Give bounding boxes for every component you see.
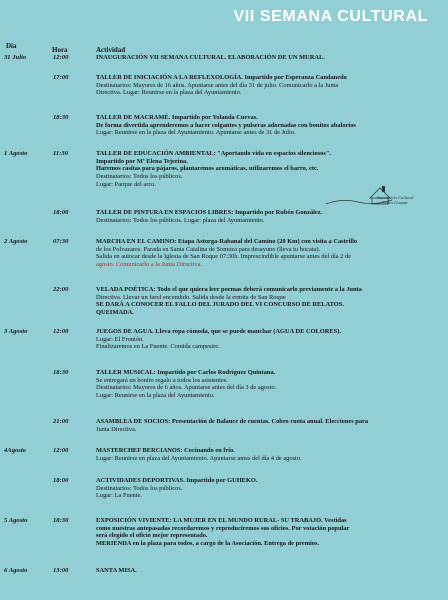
header-day: Día (6, 42, 17, 50)
activity-line: Lugar: Parque del arco. (96, 180, 156, 188)
activity-line: Destinatarios: Todos los públicos. (96, 173, 183, 181)
row-activity (96, 418, 440, 433)
row-hour: 18:00 (53, 477, 69, 484)
row-activity (96, 369, 440, 400)
activity-line: Junta Directiva. (96, 425, 137, 433)
activity-line: MERIENDA en la plaza para todos, a cargo de la Asociación. Entrega de premios. (96, 540, 320, 548)
activity-line: QUEIMADA. (96, 309, 134, 317)
row-hour: 22:00 (53, 286, 69, 293)
row-day: 3 Agosto (4, 328, 28, 335)
header-hour: Hora (52, 46, 68, 54)
row-day: 4Agosto (4, 447, 26, 454)
row-activity (96, 238, 440, 269)
row-hour: 12:00 (53, 447, 69, 454)
activity-line: Lugar: Reunirse en plaza del Ayuntamiento. Apuntarse antes del día 4 de agosto. (96, 454, 302, 462)
row-activity (96, 114, 440, 137)
activity-line: ACTIVIDADES DEPORTIVAS. Impartido por GUHEKO. (96, 477, 258, 484)
activity-line: JUEGOS DE AGUA. Lleva ropa cómoda, que se puede manchar (AGUA DE COLORES). (96, 328, 341, 335)
row-activity (96, 209, 440, 224)
activity-line: TALLER DE INICIACIÓN A LA REFLEXOLOGÍA. Impartido por Esperanza Candanedo (96, 74, 347, 81)
activity-line: VELADA POÉTICA: Todo el que quiera leer poemas deberá comunicarlo previamente a la Junta (96, 286, 362, 293)
activity-line: TALLER MUSICAL: Impartido por Carlos Rodríguez Quintana. (96, 369, 276, 376)
activity-line: EXPOSICIÓN VIVIENTE: LA MUJER EN EL MUNDO RURAL- SU TRABAJO. Vestidas (96, 517, 347, 524)
activity-line: Haremos casitas para pájaros, plantaremos aromáticas, utilizaremos el barro, etc. (96, 165, 319, 173)
logo-caption: Asociación Cultural Pedro Gaspar (376, 195, 414, 206)
row-hour: 18:30 (53, 369, 69, 376)
row-day: 1 Agosto (4, 150, 28, 157)
activity-line: Directiva. Llevar un farol encendido. Salida desde la ermita de San Roque (96, 293, 286, 301)
row-hour: 12:00 (53, 328, 69, 335)
activity-line: INAUGURACIÓN VII SEMANA CULTURAL. ELABORACIÓN DE UN MURAL. (96, 54, 325, 61)
row-activity (96, 567, 440, 575)
row-hour: 21:00 (53, 418, 69, 425)
row-activity (96, 74, 440, 97)
activity-line: Finalizaremos en La Fuente. Comida campestre. (96, 343, 220, 351)
row-activity (96, 447, 440, 462)
activity-line: Destinatarios: Todos los públicos. (96, 484, 183, 492)
activity-line: SANTA MISA. (96, 567, 137, 574)
activity-line: TALLER DE EDUCACIÓN AMBIENTAL: "Aportando vida en espacios silenciosos". (96, 150, 331, 157)
row-hour: 18:00 (53, 209, 69, 216)
activity-line: MASTERCHEF BERCIANOS: Cocinando en frío. (96, 447, 235, 454)
row-hour: 18:30 (53, 114, 69, 121)
row-activity (96, 517, 440, 548)
activity-line: Lugar: El Frontón. (96, 335, 144, 343)
row-activity (96, 328, 440, 351)
activity-line: será elegido el oficio mejor representado. (96, 532, 208, 540)
row-activity (96, 54, 440, 62)
row-activity (96, 477, 440, 500)
activity-line: de los Polvazares. Parada en Santa Catalina de Somoza para desayuno (lleva tu bocata). (96, 245, 321, 253)
activity-line: Destinatarios: Todos los públicos. Lugar: plaza del Ayuntamiento. (96, 216, 265, 224)
row-day: 2 Agosto (4, 238, 28, 245)
activity-line: Lugar: La Fuente. (96, 492, 142, 500)
row-day: 31 Julio (4, 54, 27, 61)
activity-line: SE DARÁ A CONOCER EL FALLO DEL JURADO DEL VI CONCURSO DE RELATOS. (96, 301, 344, 309)
row-hour: 13:00 (53, 567, 69, 574)
activity-line: Destinatarios: Mayores de 6 años. Apuntarse antes del día 3 de agosto. (96, 384, 277, 392)
row-activity (96, 150, 440, 189)
row-hour: 12:00 (53, 54, 69, 61)
activity-line: Lugar: Reunirse en la plaza del Ayuntamiento. Apuntarse antes de 31 de Julio. (96, 129, 296, 137)
activity-line: TALLER DE MACRAMÉ. Impartido por Yolanda Cuevas. (96, 114, 258, 121)
activity-line: Se entregará un bonito regalo a todos los asistentes. (96, 376, 228, 384)
page-title: VII SEMANA CULTURAL (233, 8, 428, 25)
activity-line: Lugar: Reunirse en la plaza del Ayuntamiento. (96, 392, 215, 400)
activity-line: De forma divertida aprenderemos a hacer colgantes y pulseras adornadas con bonitos abalorios (96, 121, 356, 129)
row-activity (96, 286, 440, 317)
activity-line: MARCHA EN EL CAMINO: Etapa Astorga-Rabanal del Camino (20 Km) con visita a Castrillo (96, 238, 358, 245)
activity-line: Destinatarios: Mayores de 16 años. Apuntarse antes del día 31 de julio. Comunicarlo a la Junta (96, 81, 339, 89)
activity-line: TALLER DE PINTURA EN ESPACIOS LIBRES: Impartido por Rubén González. (96, 209, 323, 216)
row-hour: 18:30 (53, 517, 69, 524)
row-hour: 17:00 (53, 74, 69, 81)
activity-line: como nuestras antepasadas recordaremos y reproduciremos sus oficios. Por votación popular (96, 524, 350, 532)
activity-line: agosto. Comunicarlo a la Junta Directiva. (96, 261, 202, 269)
activity-line: Salida en autocar desde la Iglesia de San Roque 07:30h. Imprescindible apuntarse antes del día 2 de (96, 253, 352, 261)
row-day: 6 Agosto (4, 567, 28, 574)
header-activity: Actividad (96, 46, 126, 54)
activity-line: ASAMBLEA DE SOCIOS: Presentación de Balance de cuentas. Cobro cuota anual. Elecciones para (96, 418, 369, 425)
activity-line: Directiva. Lugar: Reunirse en la plaza del Ayuntamiento. (96, 89, 242, 97)
row-day: 5 Agosto (4, 517, 28, 524)
activity-line: Impartido por Mª Elena Tejerina. (96, 157, 188, 165)
row-hour: 11:30 (53, 150, 69, 157)
row-hour: 07:30 (53, 238, 69, 245)
